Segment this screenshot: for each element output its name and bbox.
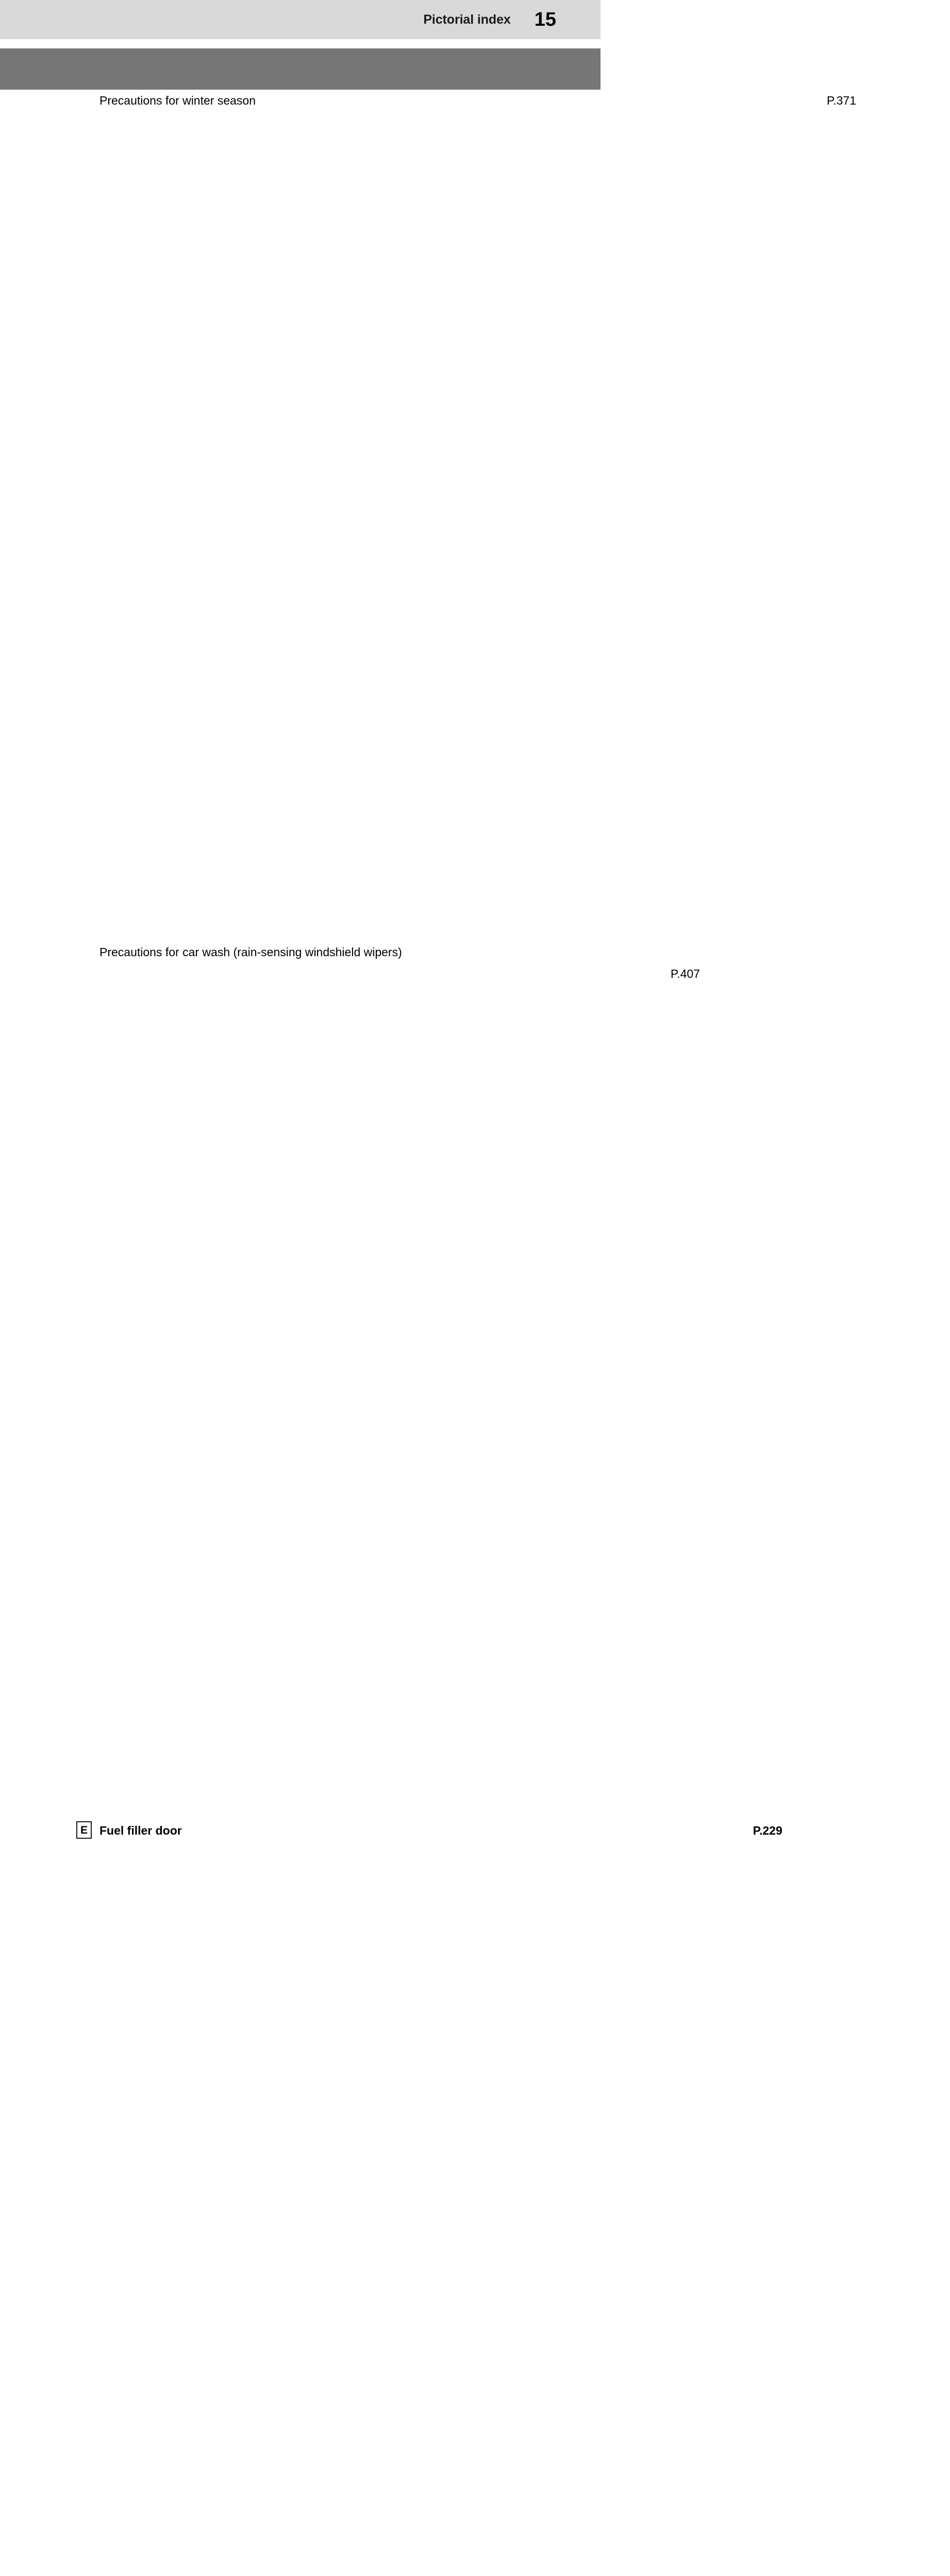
page-number: 15 [534,9,556,30]
dark-divider-band [0,48,601,90]
index-row-main[interactable] [0,1820,782,2576]
letter-marker-e: E [76,1821,92,1839]
entry-label: Fuel filler door [99,1824,182,1837]
entry-page-ref: P.229 [182,1820,782,2576]
page-header-band [0,0,601,39]
entry-page-ref: P.407 [99,963,700,1815]
entry-label: Precautions for winter season [99,94,256,107]
index-content [0,90,856,2576]
index-row[interactable] [0,90,856,941]
entry-page-ref: P.371 [256,90,856,941]
spacer [0,1815,601,1820]
index-row-continuation [0,963,700,1815]
entry-label: Precautions for car wash (rain-sensing windshield wipers) [99,945,402,959]
index-row[interactable] [0,941,601,963]
page-title: Pictorial index [423,12,511,27]
